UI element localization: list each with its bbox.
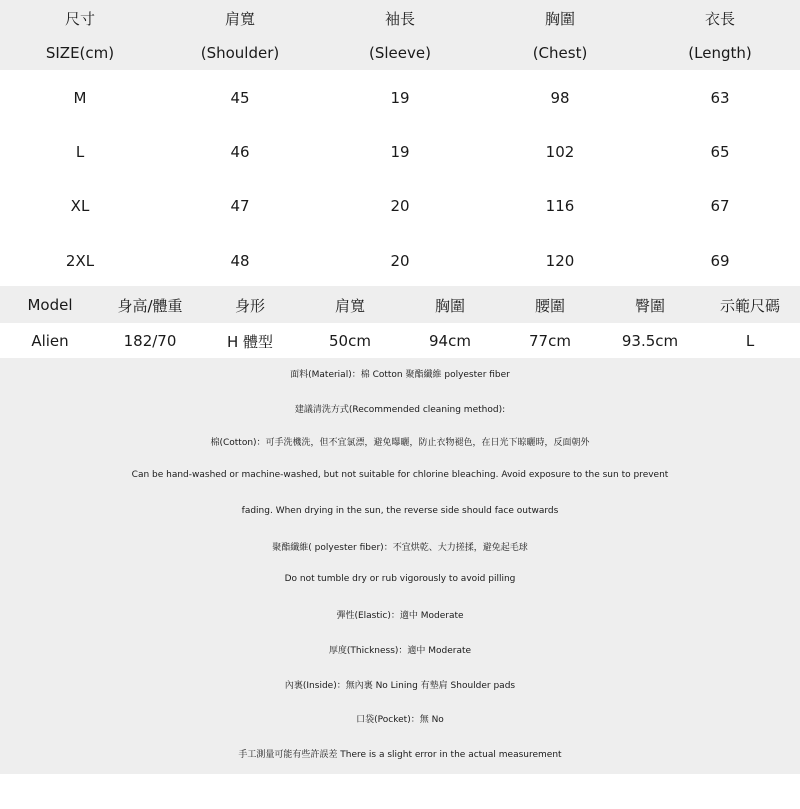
cotton-care-en-2: fading. When drying in the sun, the reverse side should face outwards <box>241 506 559 516</box>
thickness-line: 厚度(Thickness)：適中 Moderate <box>328 646 472 656</box>
cleaning-title: 建議清洗方式(Recommended cleaning method): <box>294 405 506 415</box>
model-header-model: Model <box>27 296 73 314</box>
table-row <box>0 249 800 273</box>
size-header-size-en: SIZE(cm) <box>45 44 115 62</box>
size-header-shoulder: 肩寬 <box>224 9 255 28</box>
size-header-length-en: (Length) <box>688 44 752 62</box>
size-header-en-row <box>0 41 800 65</box>
size-header-sleeve: 袖長 <box>384 9 415 28</box>
model-body-shape: H 體型 <box>226 332 274 351</box>
inside-line: 內裏(Inside)：無內裏 No Lining 有墊肩 Shoulder pads <box>284 681 516 691</box>
size-header-zh-row <box>0 6 800 30</box>
table-row <box>0 140 800 164</box>
model-waist: 77cm <box>529 332 571 350</box>
cotton-care-en-1: Can be hand-washed or machine-washed, but not suitable for chlorine bleaching. Avoid exposure to the sun to prevent <box>131 470 669 480</box>
model-shoulder: 50cm <box>329 332 371 350</box>
size-header-length: 衣長 <box>704 9 735 28</box>
sleeve-value: 19 <box>390 89 410 107</box>
size-label: M <box>73 89 87 107</box>
model-hip: 93.5cm <box>621 332 679 350</box>
model-chest: 94cm <box>429 332 471 350</box>
table-row <box>0 194 800 218</box>
model-header-height-weight: 身高/體重 <box>117 296 183 315</box>
model-header-size-worn: 示範尺碼 <box>719 296 780 315</box>
chest-value: 98 <box>550 89 570 107</box>
model-header-chest: 胸圍 <box>434 296 465 315</box>
length-value: 63 <box>710 89 730 107</box>
model-header-body-shape: 身形 <box>234 296 265 315</box>
measurement-error-note: 手工測量可能有些許誤差 There is a slight error in the actual measurement <box>238 750 562 760</box>
shoulder-value: 48 <box>230 252 250 270</box>
sleeve-value: 20 <box>390 197 410 215</box>
length-value: 67 <box>710 197 730 215</box>
pocket-line: 口袋(Pocket)：無 No <box>356 715 444 725</box>
length-value: 65 <box>710 143 730 161</box>
chest-value: 102 <box>545 143 575 161</box>
elastic-line: 彈性(Elastic)：適中 Moderate <box>336 611 464 621</box>
size-label: 2XL <box>65 252 95 270</box>
model-header-shoulder: 肩寬 <box>334 296 365 315</box>
size-header-chest: 胸圍 <box>544 9 575 28</box>
chest-value: 116 <box>545 197 575 215</box>
size-header-chest-en: (Chest) <box>532 44 588 62</box>
polyester-care-en: Do not tumble dry or rub vigorously to avoid pilling <box>284 574 516 584</box>
polyester-care-zh: 聚酯纖維( polyester fiber)：不宜烘乾、大力搓揉，避免起毛球 <box>272 543 528 553</box>
model-name: Alien <box>31 332 69 350</box>
size-label: L <box>75 143 85 161</box>
chest-value: 120 <box>545 252 575 270</box>
shoulder-value: 46 <box>230 143 250 161</box>
model-height-weight: 182/70 <box>123 332 177 350</box>
material-line: 面料(Material)：棉 Cotton 聚酯纖維 polyester fiber <box>290 370 510 380</box>
sleeve-value: 19 <box>390 143 410 161</box>
length-value: 69 <box>710 252 730 270</box>
shoulder-value: 47 <box>230 197 250 215</box>
model-header-row <box>0 293 800 317</box>
size-header-shoulder-en: (Shoulder) <box>200 44 280 62</box>
sleeve-value: 20 <box>390 252 410 270</box>
shoulder-value: 45 <box>230 89 250 107</box>
model-size-worn: L <box>745 332 755 350</box>
model-header-hip: 臀圍 <box>634 296 665 315</box>
cotton-care-zh: 棉(Cotton)：可手洗機洗，但不宜氯漂，避免曝曬，防止衣物褪色，在日光下晾曬時，反面朝外 <box>210 438 590 448</box>
size-header-size: 尺寸 <box>64 9 95 28</box>
model-data-row <box>0 329 800 353</box>
size-label: XL <box>70 197 90 215</box>
table-row <box>0 86 800 110</box>
model-header-waist: 腰圍 <box>534 296 565 315</box>
size-header-sleeve-en: (Sleeve) <box>369 44 431 62</box>
